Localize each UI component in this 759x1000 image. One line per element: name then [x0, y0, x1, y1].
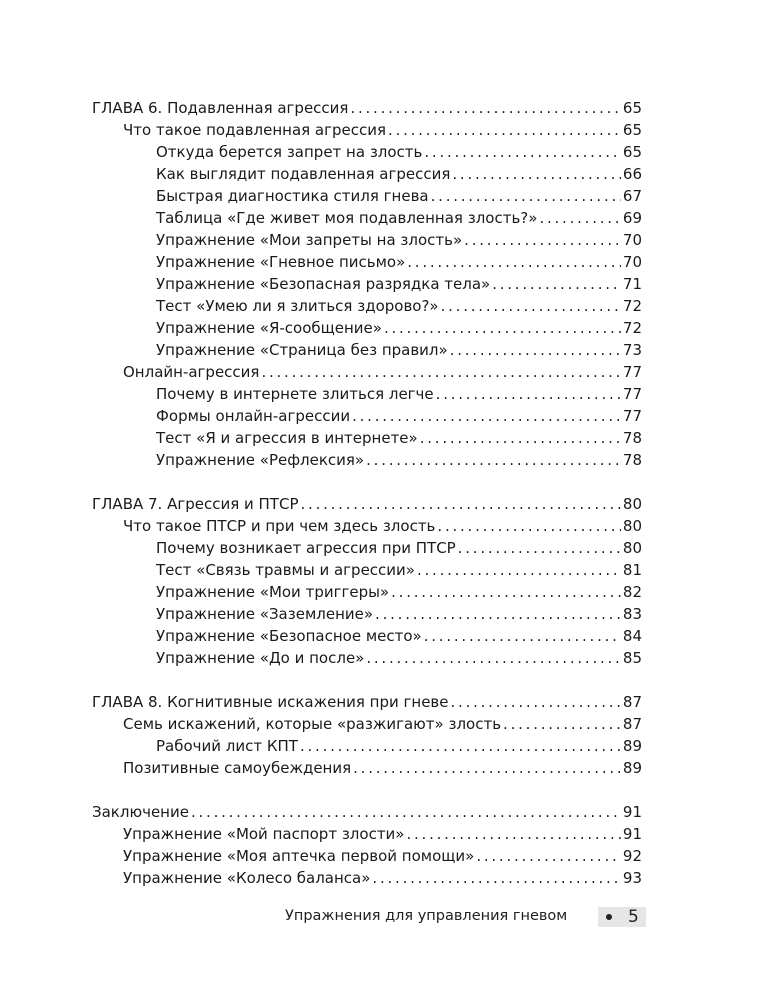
- toc-entry-page: 87: [622, 693, 642, 711]
- toc-entry[interactable]: [92, 713, 642, 735]
- dot-leader: [464, 229, 621, 251]
- dot-leader: [191, 801, 621, 823]
- toc-entry-page: 78: [622, 451, 642, 469]
- toc-entry[interactable]: [92, 163, 642, 185]
- dot-leader: [391, 581, 621, 603]
- dot-leader: [372, 867, 620, 889]
- dot-leader: [492, 273, 621, 295]
- toc-entry-page: 65: [622, 121, 642, 139]
- toc-entry-title: Заключение: [92, 803, 189, 821]
- toc-entry[interactable]: [92, 427, 642, 449]
- dot-leader: [261, 361, 620, 383]
- toc-entry[interactable]: [92, 691, 642, 713]
- dot-leader: [476, 845, 621, 867]
- toc-section: [92, 801, 642, 889]
- dot-leader: [353, 757, 621, 779]
- toc-section: [92, 97, 642, 471]
- toc-entry[interactable]: [92, 647, 642, 669]
- toc-entry-page: 67: [622, 187, 642, 205]
- toc-entry-page: 82: [622, 583, 642, 601]
- dot-leader: [384, 317, 621, 339]
- toc-entry[interactable]: [92, 801, 642, 823]
- running-title: Упражнения для управления гневом: [285, 908, 568, 924]
- dot-leader: [458, 537, 621, 559]
- toc-entry-page: 65: [622, 143, 642, 161]
- toc-entry-title: ГЛАВА 8. Когнитивные искажения при гневе: [92, 693, 449, 711]
- toc-entry-page: 91: [622, 825, 642, 843]
- bullet-icon: [606, 914, 612, 920]
- dot-leader: [436, 383, 621, 405]
- toc-entry[interactable]: [92, 735, 642, 757]
- toc-entry-title: Упражнение «Моя аптечка первой помощи»: [123, 847, 475, 865]
- toc-entry-title: Таблица «Где живет моя подавленная злость?»: [156, 209, 538, 227]
- toc-entry[interactable]: [92, 559, 642, 581]
- dot-leader: [407, 251, 621, 273]
- dot-leader: [431, 185, 621, 207]
- page-footer: [0, 905, 759, 927]
- toc-entry-page: 92: [622, 847, 642, 865]
- toc-entry-title: Упражнение «Я-сообщение»: [156, 319, 382, 337]
- toc-entry[interactable]: [92, 581, 642, 603]
- toc-entry-page: 72: [622, 319, 642, 337]
- dot-leader: [452, 163, 621, 185]
- toc-entry-title: Семь искажений, которые «разжигают» злость: [123, 715, 502, 733]
- toc-entry[interactable]: [92, 537, 642, 559]
- toc-entry-title: Онлайн-агрессия: [123, 363, 260, 381]
- toc-entry-title: Тест «Я и агрессия в интернете»: [156, 429, 418, 447]
- dot-leader: [424, 141, 621, 163]
- toc-entry-page: 72: [622, 297, 642, 315]
- dot-leader: [406, 823, 620, 845]
- toc-entry[interactable]: [92, 515, 642, 537]
- toc-entry[interactable]: [92, 141, 642, 163]
- toc-entry-page: 89: [622, 759, 642, 777]
- toc-entry-title: Как выглядит подавленная агрессия: [156, 165, 451, 183]
- toc-entry-page: 70: [622, 231, 642, 249]
- toc-entry[interactable]: [92, 317, 642, 339]
- toc-entry[interactable]: [92, 449, 642, 471]
- toc-entry-title: Упражнение «До и после»: [156, 649, 365, 667]
- dot-leader: [350, 97, 620, 119]
- toc-entry-page: 93: [622, 869, 642, 887]
- toc-entry-page: 85: [622, 649, 642, 667]
- toc-entry[interactable]: [92, 603, 642, 625]
- toc-entry-title: Почему в интернете злиться легче: [156, 385, 434, 403]
- dot-leader: [539, 207, 620, 229]
- toc-entry-title: Упражнение «Колесо баланса»: [123, 869, 371, 887]
- toc-entry-title: ГЛАВА 6. Подавленная агрессия: [92, 99, 349, 117]
- dot-leader: [366, 449, 621, 471]
- toc-entry[interactable]: [92, 625, 642, 647]
- toc-entry[interactable]: [92, 185, 642, 207]
- toc-entry[interactable]: [92, 339, 642, 361]
- toc-entry-page: 77: [622, 363, 642, 381]
- toc-entry-page: 69: [622, 209, 642, 227]
- toc-entry-title: Почему возникает агрессия при ПТСР: [156, 539, 456, 557]
- toc-entry-page: 77: [622, 385, 642, 403]
- dot-leader: [417, 559, 621, 581]
- dot-leader: [424, 625, 621, 647]
- toc-entry-page: 71: [622, 275, 642, 293]
- toc-entry[interactable]: [92, 361, 642, 383]
- toc-entry-page: 78: [622, 429, 642, 447]
- toc-entry-title: Тест «Связь травмы и агрессии»: [156, 561, 415, 579]
- toc-entry[interactable]: [92, 405, 642, 427]
- toc-entry-page: 83: [622, 605, 642, 623]
- toc-entry-title: Откуда берется запрет на злость: [156, 143, 423, 161]
- toc-entry-page: 91: [622, 803, 642, 821]
- dot-leader: [388, 119, 621, 141]
- toc-entry-page: 80: [622, 495, 642, 513]
- dot-leader: [301, 493, 621, 515]
- toc-entry-title: Упражнение «Гневное письмо»: [156, 253, 406, 271]
- toc-entry-title: Упражнение «Мои запреты на злость»: [156, 231, 463, 249]
- toc-entry-title: Рабочий лист КПТ: [156, 737, 298, 755]
- toc-entry[interactable]: [92, 119, 642, 141]
- toc-entry-page: 84: [622, 627, 642, 645]
- toc-entry[interactable]: [92, 229, 642, 251]
- toc-entry-title: Упражнение «Заземление»: [156, 605, 374, 623]
- toc-entry-page: 73: [622, 341, 642, 359]
- table-of-contents: [92, 97, 642, 911]
- toc-entry-page: 65: [622, 99, 642, 117]
- toc-entry-title: Что такое ПТСР и при чем здесь злость: [123, 517, 436, 535]
- toc-entry-title: Быстрая диагностика стиля гнева: [156, 187, 429, 205]
- toc-entry[interactable]: [92, 867, 642, 889]
- toc-entry-title: Упражнение «Мой паспорт злости»: [123, 825, 405, 843]
- toc-entry-page: 81: [622, 561, 642, 579]
- toc-entry[interactable]: [92, 383, 642, 405]
- toc-entry[interactable]: [92, 845, 642, 867]
- toc-entry-title: Упражнение «Страница без правил»: [156, 341, 448, 359]
- toc-entry[interactable]: [92, 823, 642, 845]
- toc-entry-title: Формы онлайн-агрессии: [156, 407, 351, 425]
- toc-entry-title: Упражнение «Безопасная разрядка тела»: [156, 275, 491, 293]
- dot-leader: [441, 295, 621, 317]
- toc-entry-page: 80: [622, 539, 642, 557]
- toc-entry[interactable]: [92, 273, 642, 295]
- toc-entry[interactable]: [92, 757, 642, 779]
- page-number: 5: [628, 907, 639, 927]
- toc-entry[interactable]: [92, 207, 642, 229]
- dot-leader: [352, 405, 621, 427]
- toc-entry-title: Упражнение «Мои триггеры»: [156, 583, 390, 601]
- dot-leader: [375, 603, 621, 625]
- dot-leader: [420, 427, 621, 449]
- toc-entry-page: 66: [622, 165, 642, 183]
- page-number-box: [598, 907, 646, 927]
- dot-leader: [366, 647, 621, 669]
- toc-entry[interactable]: [92, 493, 642, 515]
- toc-entry-title: Тест «Умею ли я злиться здорово?»: [156, 297, 439, 315]
- toc-entry[interactable]: [92, 251, 642, 273]
- toc-section: [92, 493, 642, 669]
- toc-entry-page: 70: [622, 253, 642, 271]
- toc-entry[interactable]: [92, 97, 642, 119]
- toc-entry-title: ГЛАВА 7. Агрессия и ПТСР: [92, 495, 299, 513]
- dot-leader: [300, 735, 621, 757]
- dot-leader: [437, 515, 621, 537]
- dot-leader: [503, 713, 621, 735]
- toc-entry-page: 80: [622, 517, 642, 535]
- toc-entry-title: Что такое подавленная агрессия: [123, 121, 387, 139]
- toc-entry-title: Позитивные самоубеждения: [123, 759, 352, 777]
- toc-entry-title: Упражнение «Рефлексия»: [156, 451, 365, 469]
- toc-entry-page: 77: [622, 407, 642, 425]
- dot-leader: [450, 339, 621, 361]
- toc-entry-title: Упражнение «Безопасное место»: [156, 627, 422, 645]
- dot-leader: [451, 691, 621, 713]
- toc-entry-page: 89: [622, 737, 642, 755]
- toc-section: [92, 691, 642, 779]
- toc-entry[interactable]: [92, 295, 642, 317]
- toc-entry-page: 87: [622, 715, 642, 733]
